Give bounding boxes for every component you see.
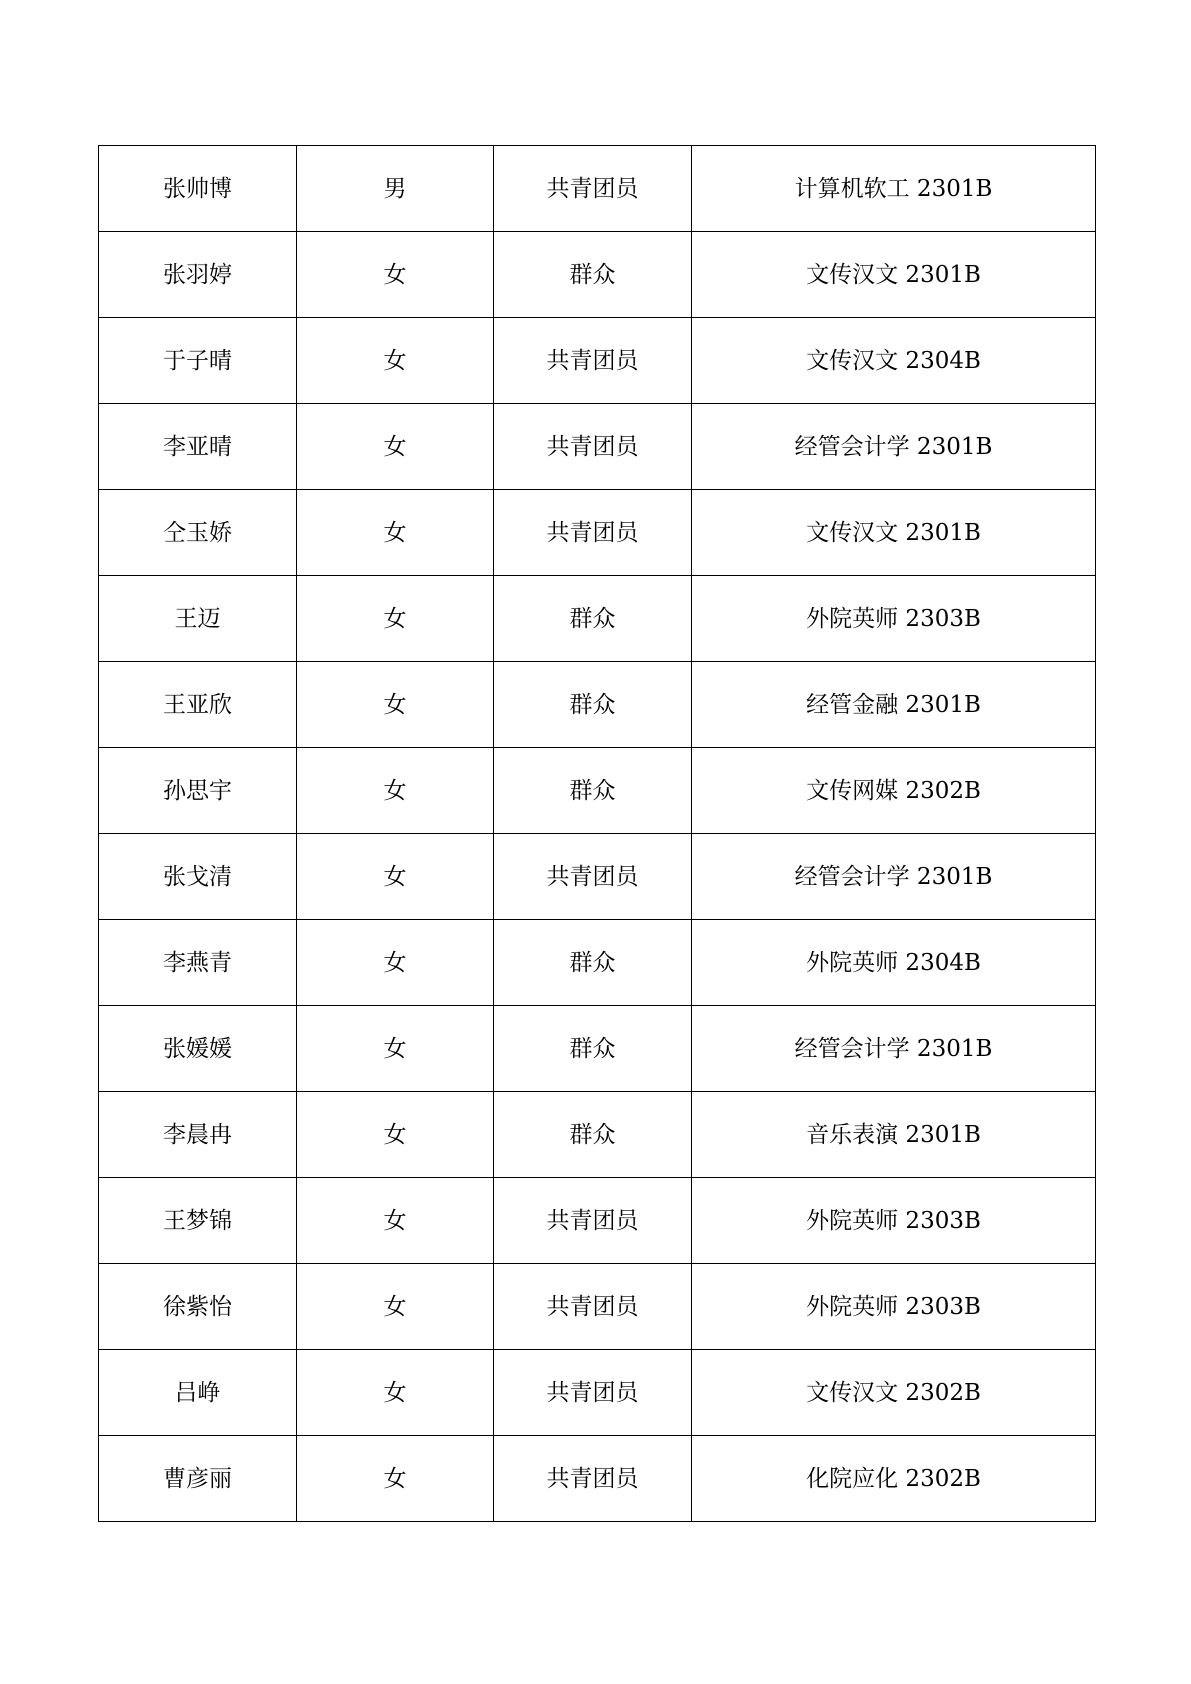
class-cell: 经管金融 2301B bbox=[692, 662, 1096, 748]
table-row bbox=[99, 490, 1096, 576]
class-cell: 外院英师 2304B bbox=[692, 920, 1096, 1006]
class-cell: 外院英师 2303B bbox=[692, 1178, 1096, 1264]
political-status-cell: 群众 bbox=[494, 748, 692, 834]
class-cell: 化院应化 2302B bbox=[692, 1436, 1096, 1522]
gender-cell: 女 bbox=[297, 490, 494, 576]
political-status-cell: 共青团员 bbox=[494, 1436, 692, 1522]
political-status-cell: 共青团员 bbox=[494, 1178, 692, 1264]
name-cell: 李晨冉 bbox=[99, 1092, 297, 1178]
table-row bbox=[99, 576, 1096, 662]
political-status-cell: 共青团员 bbox=[494, 146, 692, 232]
political-status-cell: 群众 bbox=[494, 1092, 692, 1178]
political-status-cell: 共青团员 bbox=[494, 404, 692, 490]
name-cell: 张羽婷 bbox=[99, 232, 297, 318]
political-status-cell: 共青团员 bbox=[494, 834, 692, 920]
class-cell: 文传网媒 2302B bbox=[692, 748, 1096, 834]
class-cell: 经管会计学 2301B bbox=[692, 834, 1096, 920]
name-cell: 仝玉娇 bbox=[99, 490, 297, 576]
political-status-cell: 共青团员 bbox=[494, 318, 692, 404]
table-row bbox=[99, 1436, 1096, 1522]
table-row bbox=[99, 1350, 1096, 1436]
gender-cell: 女 bbox=[297, 232, 494, 318]
political-status-cell: 共青团员 bbox=[494, 1264, 692, 1350]
table-row bbox=[99, 834, 1096, 920]
name-cell: 吕峥 bbox=[99, 1350, 297, 1436]
table-row bbox=[99, 748, 1096, 834]
gender-cell: 女 bbox=[297, 404, 494, 490]
gender-cell: 女 bbox=[297, 834, 494, 920]
class-cell: 经管会计学 2301B bbox=[692, 404, 1096, 490]
gender-cell: 女 bbox=[297, 576, 494, 662]
table-row bbox=[99, 404, 1096, 490]
class-cell: 计算机软工 2301B bbox=[692, 146, 1096, 232]
class-cell: 文传汉文 2302B bbox=[692, 1350, 1096, 1436]
table-row bbox=[99, 1092, 1096, 1178]
political-status-cell: 共青团员 bbox=[494, 1350, 692, 1436]
table-row bbox=[99, 1006, 1096, 1092]
gender-cell: 女 bbox=[297, 318, 494, 404]
political-status-cell: 群众 bbox=[494, 232, 692, 318]
political-status-cell: 群众 bbox=[494, 920, 692, 1006]
gender-cell: 女 bbox=[297, 1178, 494, 1264]
class-cell: 外院英师 2303B bbox=[692, 1264, 1096, 1350]
class-cell: 文传汉文 2301B bbox=[692, 232, 1096, 318]
gender-cell: 女 bbox=[297, 1264, 494, 1350]
class-cell: 文传汉文 2301B bbox=[692, 490, 1096, 576]
gender-cell: 女 bbox=[297, 920, 494, 1006]
gender-cell: 女 bbox=[297, 1006, 494, 1092]
name-cell: 曹彦丽 bbox=[99, 1436, 297, 1522]
name-cell: 张媛媛 bbox=[99, 1006, 297, 1092]
class-cell: 外院英师 2303B bbox=[692, 576, 1096, 662]
name-cell: 孙思宇 bbox=[99, 748, 297, 834]
gender-cell: 女 bbox=[297, 1436, 494, 1522]
table-row bbox=[99, 1178, 1096, 1264]
class-cell: 音乐表演 2301B bbox=[692, 1092, 1096, 1178]
table-row bbox=[99, 146, 1096, 232]
name-cell: 张帅博 bbox=[99, 146, 297, 232]
table-row bbox=[99, 920, 1096, 1006]
name-cell: 李燕青 bbox=[99, 920, 297, 1006]
name-cell: 王迈 bbox=[99, 576, 297, 662]
political-status-cell: 共青团员 bbox=[494, 490, 692, 576]
table-row bbox=[99, 1264, 1096, 1350]
name-cell: 徐紫怡 bbox=[99, 1264, 297, 1350]
political-status-cell: 群众 bbox=[494, 576, 692, 662]
name-cell: 王亚欣 bbox=[99, 662, 297, 748]
table-row bbox=[99, 318, 1096, 404]
class-cell: 经管会计学 2301B bbox=[692, 1006, 1096, 1092]
gender-cell: 女 bbox=[297, 1350, 494, 1436]
name-cell: 李亚晴 bbox=[99, 404, 297, 490]
gender-cell: 女 bbox=[297, 1092, 494, 1178]
political-status-cell: 群众 bbox=[494, 1006, 692, 1092]
class-cell: 文传汉文 2304B bbox=[692, 318, 1096, 404]
student-roster-table bbox=[98, 145, 1096, 1522]
political-status-cell: 群众 bbox=[494, 662, 692, 748]
gender-cell: 女 bbox=[297, 662, 494, 748]
table-row bbox=[99, 232, 1096, 318]
gender-cell: 女 bbox=[297, 748, 494, 834]
name-cell: 张戈清 bbox=[99, 834, 297, 920]
gender-cell: 男 bbox=[297, 146, 494, 232]
table-row bbox=[99, 662, 1096, 748]
name-cell: 于子晴 bbox=[99, 318, 297, 404]
table-body bbox=[99, 146, 1096, 1522]
name-cell: 王梦锦 bbox=[99, 1178, 297, 1264]
